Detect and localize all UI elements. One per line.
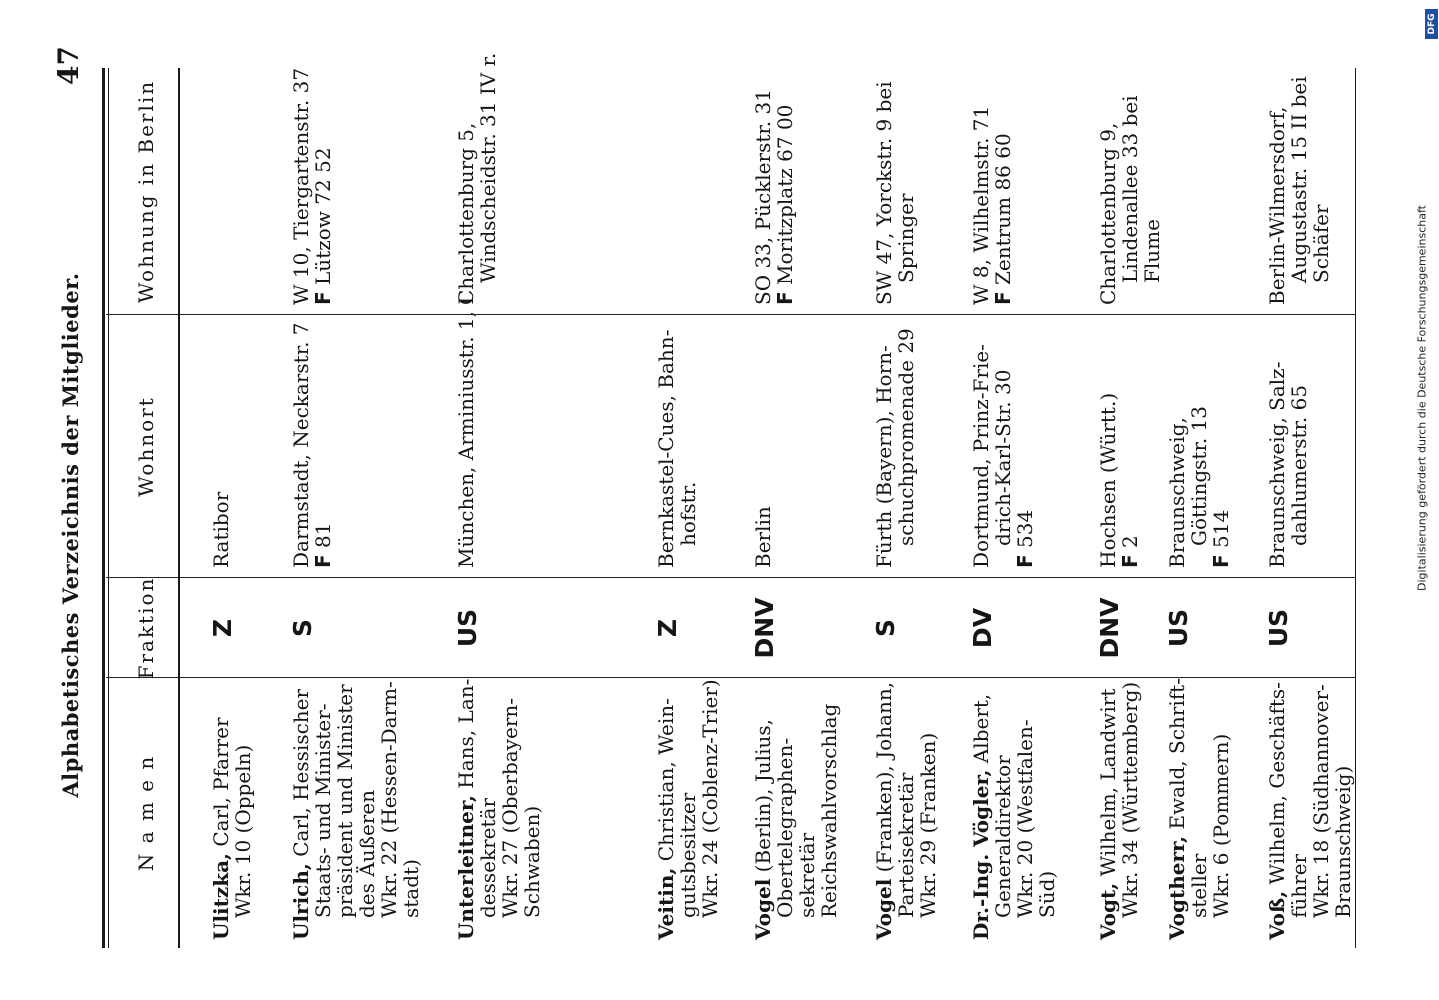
- wohnung-line: SO 33, Pücklerstr. 31: [751, 89, 775, 305]
- wohnort-line: Braunschweig, Salz-: [1265, 361, 1289, 568]
- member-surname: Vogel: [751, 878, 775, 940]
- wohnort-line: Braunschweig,: [1165, 417, 1189, 568]
- name-line: [210, 717, 232, 940]
- wohnort-line: Bernkastel-Cues, Bahn-: [654, 329, 678, 568]
- column-header-wohnung: Wohnung in Berlin: [134, 79, 158, 304]
- name-text: Wkr. 18 (Südhannover-: [1309, 684, 1333, 918]
- name-line: [818, 704, 840, 940]
- name-text: (Berlin), Julius,: [751, 719, 775, 873]
- page-heading: Alphabetisches Verzeichnis der Mitglieder.: [58, 272, 83, 798]
- wohnung-cell: [1097, 95, 1163, 305]
- wohnort-line: Berlin: [751, 506, 775, 568]
- fraktion-cell: US: [1164, 608, 1193, 648]
- name-text: Wkr. 27 (Oberbayern-: [498, 697, 522, 918]
- phone-number: 81: [311, 522, 335, 548]
- wohnort-cell: [873, 328, 917, 568]
- name-line: [1332, 682, 1354, 940]
- name-text: Ewald, Schrift-: [1165, 678, 1189, 830]
- fraktion-cell: DV: [968, 607, 997, 649]
- wohnung-line: Schäfer: [1309, 204, 1333, 283]
- member-surname: Ulitzka,: [209, 852, 233, 940]
- wohnort-line: Göttingstr. 13: [1187, 406, 1211, 546]
- column-header-fraktion: Fraktion: [134, 576, 158, 680]
- member-name-cell: [873, 682, 939, 940]
- member-surname: Vogel: [872, 878, 896, 940]
- name-line: [1310, 682, 1332, 940]
- fraktion-cell: US: [453, 608, 482, 648]
- fraktion-cell: Z: [653, 618, 682, 638]
- fraktion-cell: US: [1264, 608, 1293, 648]
- member-name-cell: [210, 717, 254, 940]
- phone-prefix: F: [1209, 554, 1233, 568]
- column-divider-3: [106, 314, 1356, 315]
- name-text: dessekretär: [476, 797, 500, 918]
- name-line: [1166, 678, 1188, 940]
- name-line: [1266, 682, 1288, 940]
- name-text: Wkr. 10 (Oppeln): [231, 744, 255, 918]
- wohnung-line: Berlin-Wilmersdorf,: [1265, 106, 1289, 305]
- wohnung-cell: [752, 89, 796, 305]
- wohnung-line: Augustastr. 15 II bei: [1287, 76, 1311, 283]
- name-text: Wilhelm, Landwirt: [1096, 688, 1120, 877]
- column-header-namen: N a m e n: [134, 754, 158, 872]
- name-text: Reichswahlvorschlag: [817, 703, 841, 918]
- name-text: Obertelegraphen-: [773, 737, 797, 918]
- wohnort-cell: [1166, 406, 1232, 568]
- name-line: [1036, 694, 1058, 940]
- name-line: [1210, 678, 1232, 940]
- member-name-cell: [655, 679, 721, 940]
- wohnung-line: W 10, Tiergartenstr. 37: [289, 67, 313, 305]
- fraktion-cell: Z: [208, 618, 237, 638]
- name-text: (Franken), Johann,: [872, 681, 896, 873]
- wohnung-cell: [1266, 76, 1332, 305]
- fraktion-cell: S: [871, 619, 900, 638]
- name-text: Hans, Lan-: [454, 678, 478, 789]
- wohnung-line: Lindenallee 33 bei: [1118, 95, 1142, 283]
- member-surname: Vogtherr,: [1165, 835, 1189, 940]
- wohnort-cell: [655, 330, 699, 568]
- name-text: Schwaben): [520, 805, 544, 918]
- wohnort-phone: [312, 322, 334, 568]
- name-line: [655, 679, 677, 940]
- phone-number: 2: [1118, 535, 1142, 548]
- wohnung-phone: [774, 89, 796, 305]
- name-text: Wilhelm, Geschäfts-: [1265, 682, 1289, 885]
- digitization-note: [1412, 6, 1432, 994]
- wohnung-line: Charlottenburg 5,: [454, 122, 478, 305]
- member-surname: Dr.-Ing. Vögler,: [969, 769, 993, 940]
- name-line: [232, 717, 254, 940]
- wohnung-cell: [970, 106, 1014, 305]
- wohnort-line: Ratibor: [209, 491, 233, 568]
- bottom-rule: [1355, 68, 1356, 948]
- name-line: [521, 679, 543, 940]
- wohnung-cell: [873, 81, 917, 305]
- name-text: sekretär: [795, 832, 819, 918]
- name-line: [455, 679, 477, 940]
- wohnort-cell: [210, 492, 232, 568]
- name-line: [1014, 694, 1036, 940]
- name-text: steller: [1187, 853, 1211, 918]
- name-text: Albert,: [969, 693, 993, 764]
- name-line: [356, 681, 378, 940]
- name-line: [1119, 682, 1141, 940]
- wohnort-line: Darmstadt, Neckarstr. 7: [289, 322, 313, 568]
- wohnung-phone: [992, 106, 1014, 305]
- member-name-cell: [752, 704, 840, 940]
- name-text: Carl, Hessischer: [289, 688, 313, 857]
- name-line: [895, 682, 917, 940]
- name-text: präsident und Minister: [333, 684, 357, 918]
- funding-note: Digitalisierung gefördert durch die Deutsche Forschungsgemeinschaft: [1415, 205, 1429, 591]
- name-line: [1188, 678, 1210, 940]
- wohnort-cell: [1097, 393, 1141, 568]
- wohnort-phone: [1210, 406, 1232, 568]
- name-text: Wkr. 22 (Hessen-Darm-: [377, 681, 401, 918]
- name-line: [499, 679, 521, 940]
- wohnung-line: Windscheidstr. 31 IV r.: [476, 52, 500, 283]
- name-line: [477, 679, 499, 940]
- wohnung-line: Springer: [894, 193, 918, 283]
- name-line: [992, 694, 1014, 940]
- name-line: [312, 681, 334, 940]
- member-name-cell: [290, 681, 422, 940]
- name-text: stadt): [399, 859, 423, 918]
- wohnort-line: schuchpromenade 29: [894, 328, 918, 546]
- name-text: Süd): [1035, 870, 1059, 918]
- phone-prefix: F: [311, 554, 335, 568]
- wohnort-line: München, Arminiusstr. 1, I: [454, 296, 478, 568]
- wohnort-phone: [1119, 393, 1141, 568]
- name-line: [290, 681, 312, 940]
- name-line: [873, 682, 895, 940]
- fraktion-cell: DNV: [750, 597, 779, 659]
- wohnung-line: SW 47, Yorckstr. 9 bei: [872, 81, 896, 305]
- member-surname: Vogt,: [1096, 882, 1120, 940]
- header-rule: [178, 68, 180, 948]
- wohnort-phone: [1014, 344, 1036, 568]
- member-name-cell: [1097, 682, 1141, 940]
- name-text: Braunschweig): [1331, 765, 1355, 918]
- wohnort-line: Dortmund, Prinz-Frie-: [969, 344, 993, 568]
- phone-prefix: F: [991, 291, 1015, 305]
- fraktion-cell: DNV: [1095, 597, 1124, 659]
- dfg-logo: [1425, 9, 1438, 39]
- phone-number: 514: [1209, 509, 1233, 548]
- name-line: [334, 681, 356, 940]
- member-name-cell: [1166, 678, 1232, 940]
- member-surname: Ulrich,: [289, 863, 313, 940]
- column-header-wohnort: Wohnort: [134, 396, 158, 497]
- wohnort-cell: [1266, 362, 1310, 568]
- name-line: [378, 681, 400, 940]
- member-surname: Veitin,: [654, 867, 678, 940]
- name-line: [1097, 682, 1119, 940]
- phone-number: Lützow 72 52: [311, 147, 335, 285]
- wohnort-line: Fürth (Bayern), Horn-: [872, 345, 896, 568]
- top-rule-thick: [102, 68, 105, 948]
- wohnung-cell: [455, 53, 499, 305]
- phone-prefix: F: [1013, 554, 1037, 568]
- fraktion-cell: S: [288, 619, 317, 638]
- wohnort-line: drich-Karl-Str. 30: [991, 369, 1015, 546]
- phone-prefix: F: [311, 291, 335, 305]
- member-surname: Unterleitner,: [454, 795, 478, 940]
- name-line: [796, 704, 818, 940]
- name-line: [774, 704, 796, 940]
- name-text: Parteisekretär: [894, 772, 918, 918]
- name-line: [917, 682, 939, 940]
- member-name-cell: [970, 694, 1058, 940]
- wohnort-cell: [752, 506, 774, 568]
- name-text: gutsbesitzer: [676, 792, 700, 918]
- name-text: Wkr. 20 (Westfalen-: [1013, 719, 1037, 918]
- wohnung-phone: [312, 68, 334, 305]
- member-name-cell: [1266, 682, 1354, 940]
- name-text: Carl, Pfarrer: [209, 717, 233, 847]
- top-rule-thin: [108, 68, 109, 948]
- name-text: Wkr. 34 (Württemberg): [1118, 681, 1142, 918]
- name-text: Staats- und Minister-: [311, 703, 335, 918]
- member-surname: Voß,: [1265, 890, 1289, 940]
- wohnort-cell: [290, 322, 334, 568]
- wohnort-cell: [970, 344, 1036, 568]
- name-text: Wkr. 6 (Pommern): [1209, 733, 1233, 918]
- wohnort-line: Hochsen (Württ.): [1096, 392, 1120, 568]
- wohnort-line: hofstr.: [676, 481, 700, 546]
- name-line: [699, 679, 721, 940]
- wohnort-line: dahlumerstr. 65: [1287, 384, 1311, 546]
- wohnung-line: Charlottenburg 9,: [1096, 122, 1120, 305]
- phone-number: Zentrum 86 60: [991, 133, 1015, 285]
- name-text: Generaldirektor: [991, 755, 1015, 918]
- wohnung-line: Flume: [1140, 219, 1164, 283]
- wohnung-cell: [290, 68, 334, 305]
- wohnort-cell: [455, 297, 477, 568]
- name-text: Wkr. 29 (Franken): [916, 732, 940, 918]
- name-line: [752, 704, 774, 940]
- phone-number: Moritzplatz 67 00: [773, 104, 797, 285]
- name-line: [970, 694, 992, 940]
- phone-number: 534: [1013, 509, 1037, 548]
- phone-prefix: F: [1118, 554, 1142, 568]
- phone-prefix: F: [773, 291, 797, 305]
- name-text: führer: [1287, 853, 1311, 918]
- wohnung-line: W 8, Wilhelmstr. 71: [969, 105, 993, 305]
- page-number: 47: [52, 46, 85, 85]
- name-line: [400, 681, 422, 940]
- name-text: Christian, Wein-: [654, 698, 678, 862]
- name-text: Wkr. 24 (Coblenz-Trier): [698, 679, 722, 918]
- member-name-cell: [455, 679, 543, 940]
- name-line: [1288, 682, 1310, 940]
- name-text: des Äußeren: [355, 789, 379, 918]
- name-line: [677, 679, 699, 940]
- dfg-logo-text: DFG: [1426, 13, 1437, 35]
